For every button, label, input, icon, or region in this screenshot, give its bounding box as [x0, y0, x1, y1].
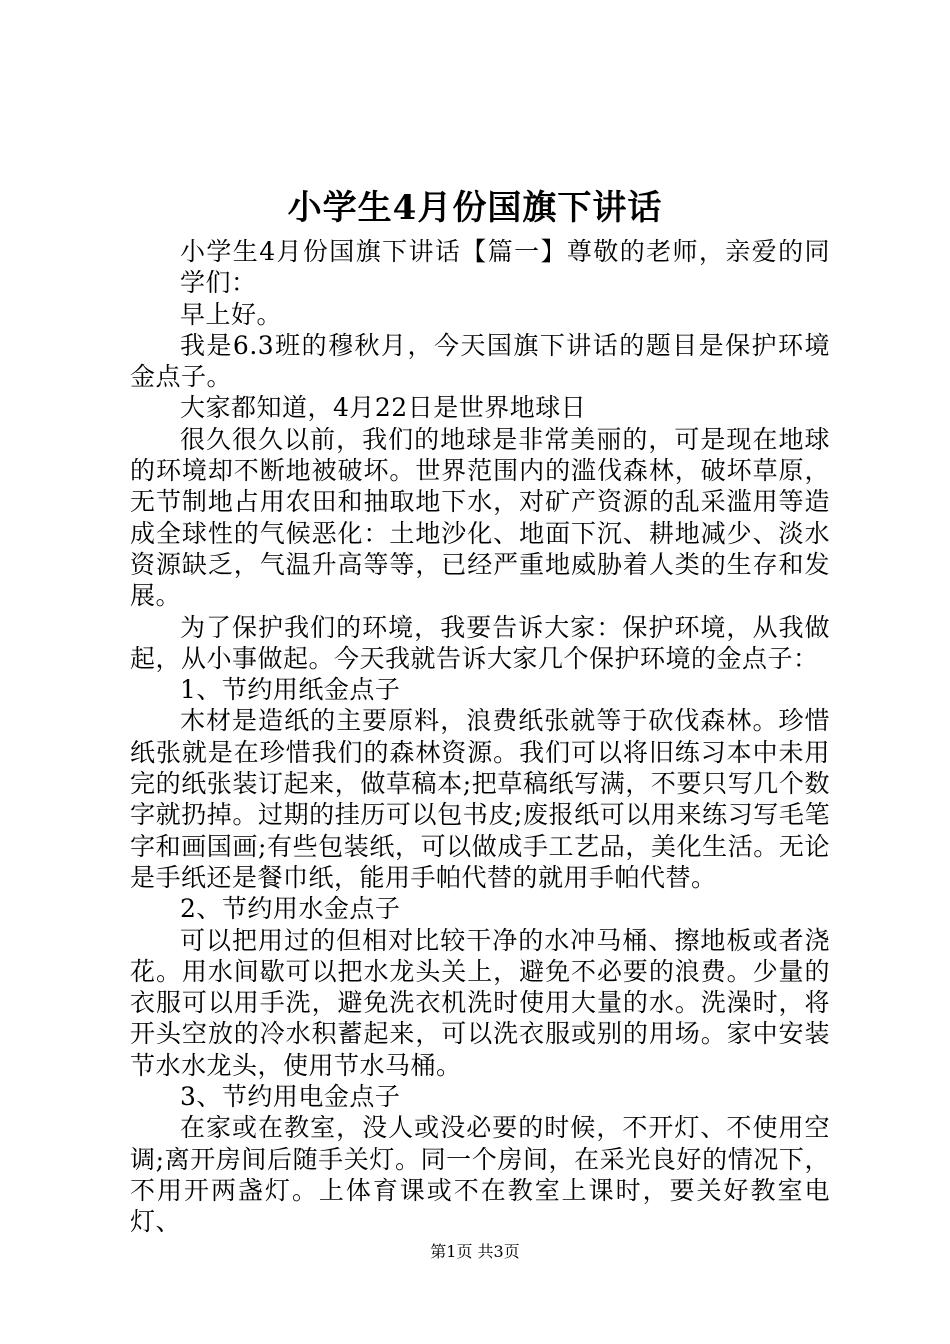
paragraph-intro: 小学生4月份国旗下讲话【篇一】尊敬的老师，亲爱的同学们： — [180, 237, 830, 298]
heading-save-water: 2、节约用水金点子 — [180, 894, 401, 924]
paragraph-tips-intro: 为了保护我们的环境，我要告诉大家：保护环境，从我做起，从小事做起。今天我就告诉大家几个保护环境的金点子： — [130, 612, 830, 673]
paragraph-earth-day: 大家都知道，4月22日是世界地球日 — [180, 393, 587, 423]
paragraph-greeting: 早上好。 — [180, 299, 283, 329]
document-body — [130, 236, 830, 1238]
heading-save-paper: 1、节约用纸金点子 — [180, 675, 401, 705]
paragraph-save-water: 可以把用过的但相对比较干净的水冲马桶、擦地板或者浇花。用水间歇可以把水龙头关上，避免不必要的浪费。少量的衣服可以用手洗，避免洗衣机洗时使用大量的水。洗澡时，将开头空放的冷水积蓄起来，可以洗衣服或别的用场。家中安装节水水龙头，使用节水马桶。 — [130, 925, 830, 1080]
document-title: 小学生4月份国旗下讲话 — [287, 188, 663, 228]
heading-save-electricity: 3、节约用电金点子 — [180, 1082, 401, 1112]
paragraph-environment: 很久很久以前，我们的地球是非常美丽的，可是现在地球的环境却不断地被破坏。世界范围内的滥伐森林，破坏草原，无节制地占用农田和抽取地下水，对矿产资源的乱采滥用等造成全球性的气候恶化：土地沙化、地面下沉、耕地减少、淡水资源缺乏，气温升高等等，已经严重地威胁着人类的生存和发展。 — [130, 424, 830, 611]
paragraph-self-introduction: 我是6.3班的穆秋月，今天国旗下讲话的题目是保护环境金点子。 — [130, 330, 830, 392]
paragraph-save-paper: 木材是造纸的主要原料，浪费纸张就等于砍伐森林。珍惜纸张就是在珍惜我们的森林资源。我们可以将旧练习本中未用完的纸张装订起来，做草稿本;把草稿纸写满，不要只写几个数字就扔掉。过期的挂历可以包书皮;废报纸可以用来练习写毛笔字和画国画;有些包装纸，可以做成手工艺品，美化生活。无论是手纸还是餐巾纸，能用手帕代替的就用手帕代替。 — [130, 706, 830, 892]
page-footer: 第1页 共3页 — [430, 1242, 520, 1261]
paragraph-save-electricity: 在家或在教室，没人或没必要的时候，不开灯、不使用空调;离开房间后随手关灯。同一个房间，在采光良好的情况下，不用开两盏灯。上体育课或不在教室上课时，要关好教室电灯、 — [130, 1113, 830, 1237]
